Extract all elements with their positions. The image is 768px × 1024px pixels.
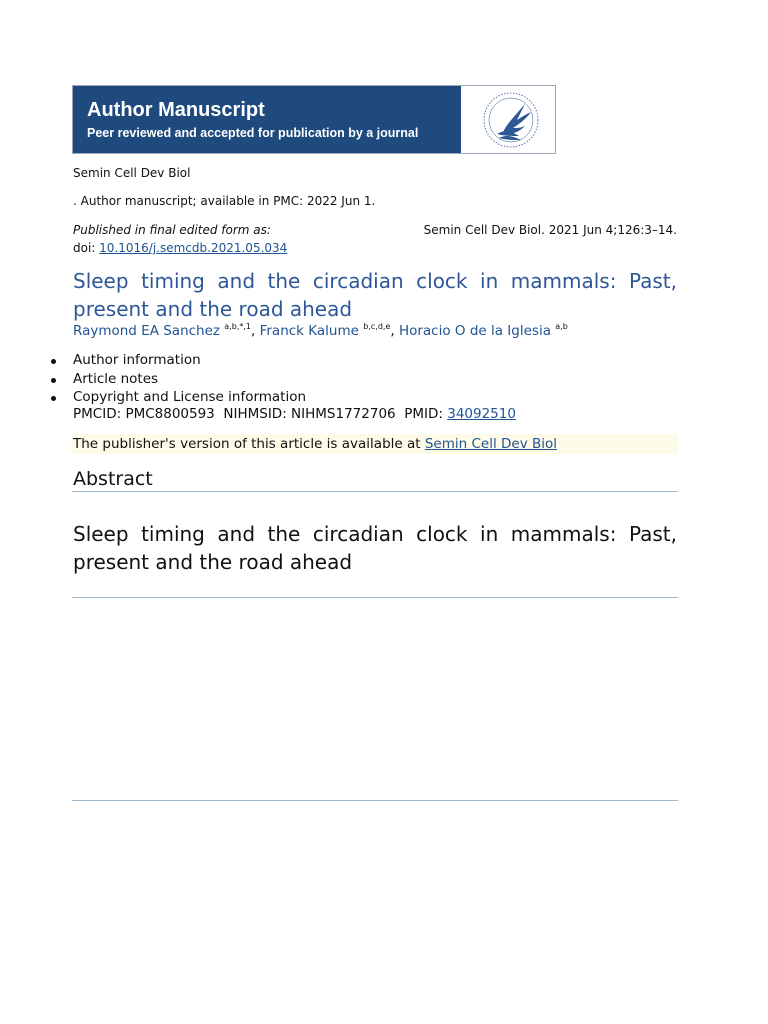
pmcid-value: PMC8800593 — [125, 406, 215, 422]
author-affiliation: b,c,d,e — [363, 322, 391, 331]
doi-link[interactable]: 10.1016/j.semcdb.2021.05.034 — [99, 241, 288, 255]
availability-note: . Author manuscript; available in PMC: 2022 Jun 1. — [73, 194, 376, 208]
article-ids — [73, 406, 516, 422]
author-separator: , — [251, 323, 256, 339]
banner-text-panel — [73, 86, 461, 153]
section-divider — [72, 597, 678, 598]
author-list — [73, 322, 568, 339]
published-journal: Semin Cell Dev Biol. 2021 Jun 4;126:3–14. — [423, 223, 677, 237]
pmid-link[interactable]: 34092510 — [447, 406, 516, 422]
author-information-toggle[interactable]: Author information — [73, 351, 306, 370]
banner-title: Author Manuscript — [87, 99, 265, 121]
author-separator: , — [390, 323, 395, 339]
publisher-journal-link[interactable]: Semin Cell Dev Biol — [424, 436, 557, 452]
author-link[interactable]: Raymond EA Sanchez — [73, 323, 220, 339]
publisher-note-text: The publisher's version of this article is available at — [73, 436, 425, 452]
article-info-list — [73, 351, 306, 407]
author-affiliation: a,b — [555, 322, 568, 331]
section-divider — [72, 800, 678, 801]
banner-subtitle: Peer reviewed and accepted for publication by a journal — [87, 126, 419, 140]
author-affiliation: a,b,*,1 — [224, 322, 251, 331]
copyright-license-toggle[interactable]: Copyright and License information — [73, 389, 307, 405]
published-citation — [73, 221, 677, 257]
nihmsid-label: NIHMSID: — [223, 406, 287, 422]
author-manuscript-banner — [72, 85, 556, 154]
article-notes-toggle[interactable]: Article notes — [73, 370, 306, 389]
article-title: Sleep timing and the circadian clock in mammals: Past, present and the road ahead — [73, 269, 677, 321]
pmid-label: PMID: — [404, 406, 443, 422]
journal-name: Semin Cell Dev Biol — [73, 166, 191, 180]
abstract-heading: Abstract — [73, 468, 153, 490]
author-link[interactable]: Franck Kalume — [259, 323, 359, 339]
section-divider — [72, 491, 678, 492]
doi-label: doi: — [73, 241, 96, 255]
publisher-version-note — [72, 434, 678, 454]
abstract-title: Sleep timing and the circadian clock in mammals: Past, present and the road ahead — [73, 522, 677, 574]
pmcid-label: PMCID: — [73, 406, 122, 422]
nihmsid-value: NIHMS1772706 — [291, 406, 396, 422]
author-link[interactable]: Horacio O de la Iglesia — [398, 323, 551, 339]
published-prefix: Published in final edited form as: — [73, 223, 271, 237]
hhs-eagle-seal-icon — [473, 90, 549, 150]
